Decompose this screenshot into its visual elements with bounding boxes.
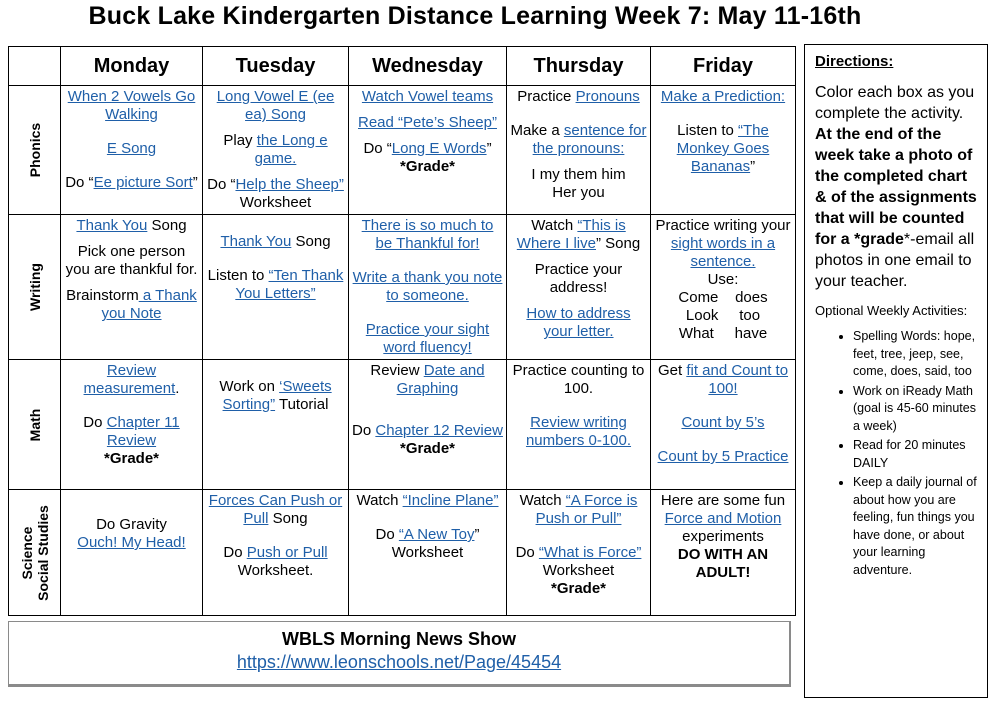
vowel-teams-link[interactable]: Watch Vowel teams (361, 88, 494, 105)
do-text: Do (352, 422, 376, 439)
listen-text: Listen to (207, 267, 269, 284)
count-by-5-practice-link[interactable]: Count by 5 Practice (657, 448, 789, 465)
worksheet-text: ” Worksheet (391, 526, 480, 561)
phonics-row (9, 86, 796, 215)
play-text: Play (223, 132, 257, 149)
work-on-text: Work on (219, 378, 280, 395)
use-text: Use: (707, 271, 739, 288)
science-social-label (19, 505, 51, 601)
do-with-adult-text: DO WITH AN ADULT! (677, 546, 769, 581)
header-row (9, 47, 796, 86)
list-item: • Spelling Words: hope, feet, tree, jeep, see, come, does, said, too (853, 328, 981, 381)
song-text: Song (291, 233, 331, 250)
math-monday (61, 360, 203, 490)
writing-label: Writing (26, 263, 43, 311)
phonics-label: Phonics (26, 122, 43, 178)
thank-you-song-link-2[interactable]: Thank You (220, 233, 292, 250)
writing-friday (651, 215, 796, 360)
when-2-vowels-link[interactable]: When 2 Vowels Go Walking (67, 88, 196, 123)
corner-cell (9, 47, 61, 86)
day-header-wednesday: Wednesday (349, 47, 507, 86)
directions-part-3: *-email all photos in one email to your teacher. (815, 231, 975, 290)
grade-marker: *Grade* (399, 440, 456, 457)
long-e-words-link[interactable]: Long E Words (391, 140, 487, 157)
do-text: Do “ (207, 176, 236, 193)
incline-plane-link[interactable]: “Incline Plane” (402, 492, 499, 509)
row-label-phonics (9, 86, 61, 215)
review-measurement-link[interactable]: Review measurement (83, 362, 176, 397)
watch-text: Watch (531, 217, 578, 234)
get-text: Get (657, 362, 687, 379)
force-push-pull-link[interactable]: “A Force is Push or Pull” (535, 492, 638, 527)
phonics-wednesday (349, 86, 507, 215)
song-text: ” Song (596, 235, 641, 252)
grade-marker: *Grade* (399, 158, 456, 175)
grade-marker: *Grade* (103, 450, 160, 467)
directions-part-2: At the end of the week take a photo of the completed chart & of the assignments that will be counted for a *grade (815, 126, 977, 248)
practice-address-text: Practice your address! (534, 261, 623, 296)
math-wednesday (349, 360, 507, 490)
phonics-tuesday (203, 86, 349, 215)
day-header-friday: Friday (651, 47, 796, 86)
pick-person-text: Pick one person you are thankful for. (65, 243, 198, 278)
ouch-my-head-link[interactable]: Ouch! My Head! (77, 534, 186, 551)
morning-news-box (8, 621, 791, 687)
where-i-live-link[interactable]: “This is Where I live (516, 217, 626, 252)
optional-activities-heading: Optional Weekly Activities: (815, 303, 968, 318)
day-header-tuesday: Tuesday (203, 47, 349, 86)
e-song-link[interactable]: E Song (106, 140, 157, 157)
petes-sheep-link[interactable]: Read “Pete’s Sheep” (358, 114, 497, 131)
do-text: Do (223, 544, 247, 561)
page-title: Buck Lake Kindergarten Distance Learning Week 7: May 11-16th (88, 2, 862, 30)
science-tuesday (203, 490, 349, 616)
list-item: • Keep a daily journal of about how you are feeling, fun things you have done, or about your learning adventure. (853, 474, 981, 579)
period-text: . (175, 380, 180, 397)
long-vowel-e-song-link[interactable]: Long Vowel E (ee ea) Song (216, 88, 335, 123)
practice-counting-text: Practice counting to 100. (512, 362, 645, 397)
do-text: Do “ (363, 140, 392, 157)
worksheet-text: Worksheet. (237, 562, 314, 579)
thank-you-note-link[interactable]: a Thank you Note (101, 287, 197, 322)
tutorial-text: Tutorial (275, 396, 329, 413)
science-monday (61, 490, 203, 616)
science-thursday (507, 490, 651, 616)
weekly-schedule-table (8, 46, 796, 616)
song-text: Song (147, 217, 187, 234)
write-thank-you-note-link[interactable]: Write a thank you note to someone. (352, 269, 503, 304)
day-header-monday: Monday (61, 47, 203, 86)
writing-monday (61, 215, 203, 360)
sight-word-fluency-link[interactable]: Practice your sight word fluency! (365, 321, 490, 356)
do-text: Do “ (65, 174, 94, 191)
math-tuesday (203, 360, 349, 490)
writing-wednesday (349, 215, 507, 360)
quote-text: ” (486, 140, 492, 157)
do-gravity-text: Do Gravity (96, 516, 167, 533)
do-text: Do (515, 544, 539, 561)
science-friday (651, 490, 796, 616)
social-studies-label: Social Studies (34, 504, 51, 601)
sentence-pronouns-link[interactable]: sentence for the pronouns: (532, 122, 647, 157)
force-and-motion-link[interactable]: Force and Motion (664, 510, 782, 527)
a-new-toy-link[interactable]: “A New Toy (398, 526, 475, 543)
do-text: Do (83, 414, 107, 431)
writing-tuesday (203, 215, 349, 360)
science-label: Science (18, 526, 35, 579)
quote-text: ” (750, 158, 756, 175)
list-item: • Read for 20 minutes DAILY (853, 437, 981, 472)
forces-push-pull-song-link[interactable]: Forces Can Push or Pull (208, 492, 343, 527)
phonics-monday (61, 86, 203, 215)
phonics-thursday (507, 86, 651, 215)
watch-text: Watch (519, 492, 566, 509)
quote-text: ” (192, 174, 198, 191)
help-the-sheep-link[interactable]: Help the Sheep” (235, 176, 344, 193)
do-text: Do (375, 526, 399, 543)
directions-part-1: Color each box as you complete the activity. (815, 84, 975, 122)
so-much-thankful-link[interactable]: There is so much to be Thankful for! (361, 217, 494, 252)
morning-news-link[interactable]: https://www.leonschools.net/Page/45454 (236, 652, 562, 672)
row-label-science (9, 490, 61, 616)
what-is-force-link[interactable]: “What is Force” (538, 544, 642, 561)
row-label-math (9, 360, 61, 490)
writing-thursday (507, 215, 651, 360)
count-by-5s-link[interactable]: Count by 5’s (681, 414, 765, 431)
science-row (9, 490, 796, 616)
pronoun-list: I my them him (531, 166, 626, 183)
directions-text (815, 82, 981, 292)
song-text: Song (268, 510, 308, 527)
directions-panel (804, 44, 988, 698)
worksheet-text: Worksheet (542, 562, 615, 579)
grade-marker: *Grade* (550, 580, 607, 597)
math-friday (651, 360, 796, 490)
long-e-game-link[interactable]: the Long e game. (254, 132, 328, 167)
directions-heading: Directions: (815, 53, 894, 70)
news-title: WBLS Morning News Show (282, 629, 516, 649)
ten-thank-you-letters-link[interactable]: “Ten Thank You Letters” (235, 267, 344, 302)
date-graphing-link[interactable]: Date and Graphing (396, 362, 485, 397)
listen-text: Listen to (677, 122, 739, 139)
experiments-text: experiments (682, 528, 764, 545)
worksheet-text: Worksheet (239, 194, 312, 211)
ee-picture-sort-link[interactable]: Ee picture Sort (93, 174, 193, 191)
chapter-12-review-link[interactable]: Chapter 12 Review (375, 422, 503, 439)
math-row (9, 360, 796, 490)
sight-words-line-3: What have (678, 325, 768, 342)
practice-writing-text: Practice writing your (655, 217, 791, 234)
address-letter-link[interactable]: How to address your letter. (526, 305, 631, 340)
chapter-11-review-link[interactable]: Chapter 11 Review (106, 414, 180, 449)
push-or-pull-link[interactable]: Push or Pull (246, 544, 328, 561)
sight-words-sentence-link[interactable]: sight words in a sentence. (670, 235, 776, 270)
optional-activities-list (815, 328, 981, 579)
monkey-goes-bananas-link[interactable]: “The Monkey Goes Bananas (676, 122, 770, 175)
list-item: • Work on iReady Math (goal is 45-60 minutes a week) (853, 383, 981, 436)
sight-words-line-1: Come does (678, 289, 768, 306)
make-prediction-link[interactable]: Make a Prediction: (660, 88, 786, 105)
day-header-thursday: Thursday (507, 47, 651, 86)
pronoun-list-2: Her you (552, 184, 605, 201)
sight-words-line-2: Look too (685, 307, 761, 324)
sweets-sorting-link[interactable]: ‘Sweets Sorting” (222, 378, 332, 413)
brainstorm-text: Brainstorm (66, 287, 139, 304)
fun-text: Here are some fun (660, 492, 786, 509)
practice-text: Practice (517, 88, 576, 105)
review-text: Review (370, 362, 424, 379)
writing-row (9, 215, 796, 360)
row-label-writing (9, 215, 61, 360)
science-wednesday (349, 490, 507, 616)
pronouns-link[interactable]: Pronouns (575, 88, 640, 105)
thank-you-song-link[interactable]: Thank You (76, 217, 148, 234)
math-label: Math (26, 408, 43, 441)
make-text: Make a (510, 122, 564, 139)
watch-text: Watch (356, 492, 403, 509)
math-thursday (507, 360, 651, 490)
review-writing-numbers-link[interactable]: Review writing numbers 0-100. (525, 414, 632, 449)
phonics-friday (651, 86, 796, 215)
fit-count-100-link[interactable]: fit and Count to 100! (686, 362, 789, 397)
